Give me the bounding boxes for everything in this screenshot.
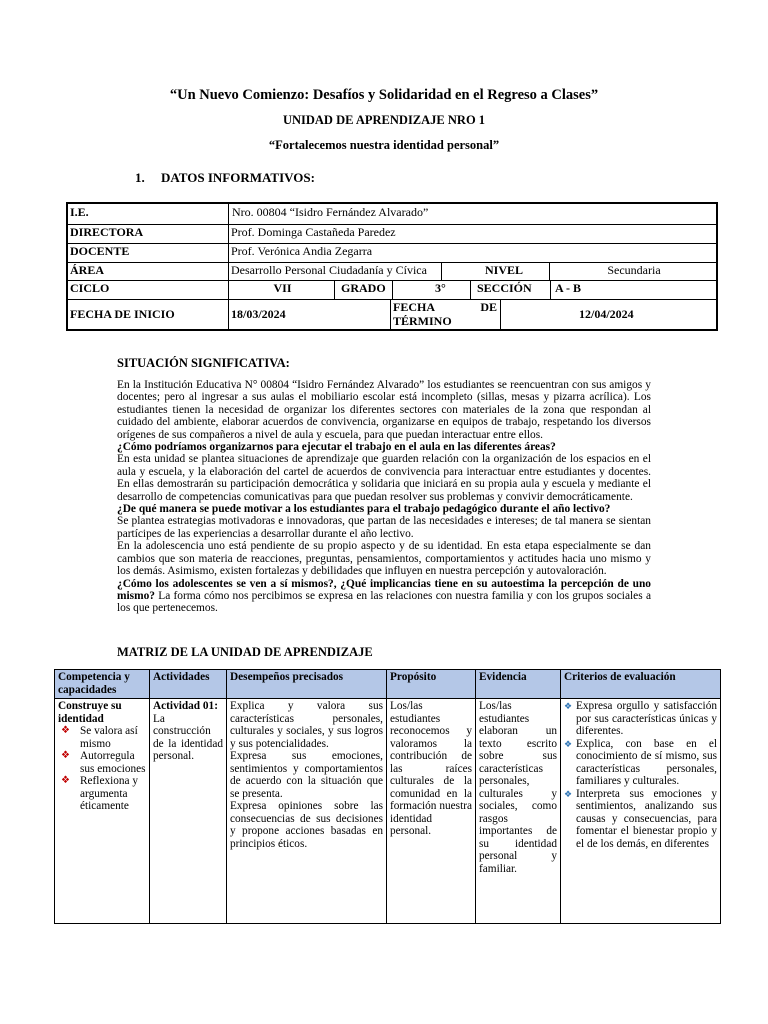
inicio-value: 18/03/2024: [228, 299, 390, 329]
list-item: [564, 738, 717, 788]
matriz-table: [54, 669, 721, 924]
situacion-question-1: ¿Cómo podríamos organizarnos para ejecutar el trabajo en el aula en las diferentes áreas?: [117, 441, 556, 454]
grado-value: 3°: [392, 280, 470, 299]
list-item-text: Explica, con base en el conocimiento de sí mismo, sus características personales, familiares y culturales.: [576, 737, 717, 787]
nivel-value: Secundaria: [549, 262, 716, 280]
termino-label-line1: FECHA: [393, 300, 435, 314]
termino-label-line2: TÉRMINO: [393, 314, 452, 328]
list-item-text: Reflexiona y argumenta éticamente: [80, 775, 139, 812]
situacion-paragraph-5-text: La forma cómo nos percibimos se expresa en las relaciones con nuestra familia y con los grupos sociales a los que pertenecemos.: [117, 589, 651, 615]
blue-diamond-bullet-icon: ❖: [564, 738, 573, 749]
termino-value: 12/04/2024: [500, 299, 716, 329]
red-diamond-bullet-icon: ❖: [61, 725, 70, 736]
ie-value-text: Nro. 00804 “Isidro Fernández Alvarado”: [232, 205, 429, 219]
situacion-paragraph-5: [117, 578, 651, 615]
matriz-row: [55, 699, 721, 924]
situacion-paragraph-2: En esta unidad se plantea situaciones de aprendizaje que guarden relación con la organización de los espacios en el aula y escuela, y la elaboración del cartel de acuerdos de convivencia para interactuar entre estudiantes y docentes. En ellas demostrarán su participación democrática y solidaria que iniciará en su propia aula y escuela y mediante el desarrollo de competencias comunicativas para que puedan resolver sus problemas y convivir democráticamente.: [117, 453, 651, 503]
list-item: [58, 775, 146, 813]
seccion-value: A - B: [550, 280, 716, 299]
datos-row-area: [68, 262, 716, 281]
section-title: DATOS INFORMATIVOS:: [161, 170, 315, 185]
cell-actividad: [150, 699, 227, 924]
list-item-text: Se valora así mismo: [80, 725, 138, 750]
cell-competencia: [55, 699, 150, 924]
docente-label: DOCENTE: [70, 244, 130, 258]
list-item: [564, 700, 717, 738]
situacion-paragraph-4: En la adolescencia uno está pendiente de su propio aspecto y de su identidad. En esta etapa especialmente se dan cambios que son materia de reacciones, preguntas, pensamientos, comportamientos y actitudes hacia uno mismo y los demás. Asimismo, existen fortalezas y debilidades que influyen en nuestra percepción y autovaloración.: [117, 540, 651, 578]
header-desempenos: Desempeños precisados: [227, 670, 387, 699]
area-value: Desarrollo Personal Ciudadanía y Cívica: [228, 262, 441, 280]
competencia-title: Construye su identidad: [58, 700, 122, 725]
directora-value: Prof. Dominga Castañeda Paredez: [228, 224, 716, 243]
situacion-paragraph-3: Se plantea estrategias motivadoras e innovadoras, que partan de las necesidades e intereses; de tal manera se sientan partícipes de las experiencias a desarrollar durante el año lectivo.: [117, 515, 651, 540]
blue-diamond-bullet-icon: ❖: [564, 788, 573, 799]
ie-value: [228, 204, 716, 224]
desempeno-item: Expresa opiniones sobre las consecuencias de sus decisiones y propone acciones basadas en principios éticos.: [230, 800, 383, 850]
section-number: 1.: [135, 170, 145, 185]
area-label: ÁREA: [70, 263, 105, 277]
actividad-title: Actividad 01:: [153, 700, 218, 712]
datos-row-fechas: [68, 299, 716, 329]
ciclo-label: CICLO: [70, 281, 110, 295]
cell-criterios: [561, 699, 721, 924]
situacion-title: SITUACIÓN SIGNIFICATIVA:: [117, 356, 290, 370]
inicio-label: FECHA DE INICIO: [70, 307, 175, 321]
unit-title: UNIDAD DE APRENDIZAJE NRO 1: [282, 113, 486, 127]
situacion-paragraph-1: En la Institución Educativa N° 00804 “Isidro Fernández Alvarado” los estudiantes se reencuentran con sus amigos y docentes; pero al ingresar a sus aulas el mobiliario escolar está incompleto (sillas, mesas y pizarra acrílica). Los estudiantes tienen la necesidad de organizar los diferentes sectores con materiales de la zona que respondan al cuidado del ambiente, elaborar acuerdos de convivencia, organizarse en equipos de trabajo, respetando los diversos orígenes de sus compañeros a nivel de aula y escuela, para que puedan interactuar entre ellos.: [117, 379, 651, 441]
cell-proposito: Los/las estudiantes reconocemos y valoramos la contribución de las raíces culturales de la comunidad en la formación nuestra identidad personal.: [387, 699, 476, 924]
desempeno-item: Explica y valora sus características personales, culturales y sociales, y sus logros y sus potencialidades.: [230, 700, 383, 750]
cell-evidencia: Los/las estudiantes elaboran un texto escrito sobre sus características personales, culturales y sociales, como rasgos importantes de su identidad personal y familiar.: [476, 699, 561, 924]
list-item: [58, 750, 146, 775]
situacion-question-3: ¿Cómo los adolescentes se ven a sí mismos?, ¿Qué implicancias tiene en su autoestima la percepción de uno mismo?: [117, 577, 651, 602]
datos-row-ie: [68, 204, 716, 225]
header-competencia: Competencia y capacidades: [55, 670, 150, 699]
red-diamond-bullet-icon: ❖: [61, 750, 70, 761]
cell-desempenos: [227, 699, 387, 924]
list-item-text: Expresa orgullo y satisfacción por sus características únicas y diferentes.: [576, 700, 717, 737]
header-actividades: Actividades: [150, 670, 227, 699]
grado-label: GRADO: [334, 280, 392, 299]
actividad-text: La construcción de la identidad personal.: [153, 712, 223, 762]
seccion-label: SECCIÓN: [470, 280, 550, 299]
section-heading-datos: [135, 170, 315, 186]
directora-label: DIRECTORA: [70, 225, 144, 239]
unit-subtitle: “Fortalecemos nuestra identidad personal”: [268, 138, 500, 152]
situacion-question-2: ¿De qué manera se puede motivar a los estudiantes para el trabajo pedagógico durante el año lectivo?: [117, 503, 611, 516]
datos-informativos-table: [66, 202, 718, 331]
competencia-list: [58, 725, 146, 813]
ciclo-value: VII: [228, 280, 334, 299]
datos-row-directora: [68, 224, 716, 244]
docente-value: Prof. Verónica Andia Zegarra: [228, 243, 716, 262]
criterios-list: [564, 700, 717, 850]
list-item-text: Autorregula sus emociones: [80, 750, 146, 775]
blue-diamond-bullet-icon: ❖: [564, 701, 573, 711]
document-title: “Un Nuevo Comienzo: Desafíos y Solidaridad en el Regreso a Clases”: [169, 87, 599, 103]
termino-label-de: DE: [480, 300, 497, 314]
header-proposito: Propósito: [387, 670, 476, 699]
header-criterios: Criterios de evaluación: [561, 670, 721, 699]
list-item: [58, 725, 146, 750]
situacion-body: [117, 379, 651, 615]
red-diamond-bullet-icon: ❖: [61, 775, 70, 786]
matriz-header-row: [55, 670, 721, 699]
ie-label: I.E.: [70, 205, 89, 219]
datos-row-ciclo: [68, 280, 716, 300]
nivel-label: NIVEL: [441, 262, 549, 280]
datos-row-docente: [68, 243, 716, 263]
desempeno-item: Expresa sus emociones, sentimientos y comportamientos de acuerdo con la situación que se presenta.: [230, 750, 383, 800]
list-item-text: Interpreta sus emociones y sentimientos, analizando sus causas y consecuencias, para fomentar el bienestar propio y el de los demás, en diferentes: [576, 787, 717, 850]
termino-label: [390, 299, 500, 329]
list-item: [564, 788, 717, 851]
header-evidencia: Evidencia: [476, 670, 561, 699]
matriz-title: MATRIZ DE LA UNIDAD DE APRENDIZAJE: [117, 645, 373, 659]
